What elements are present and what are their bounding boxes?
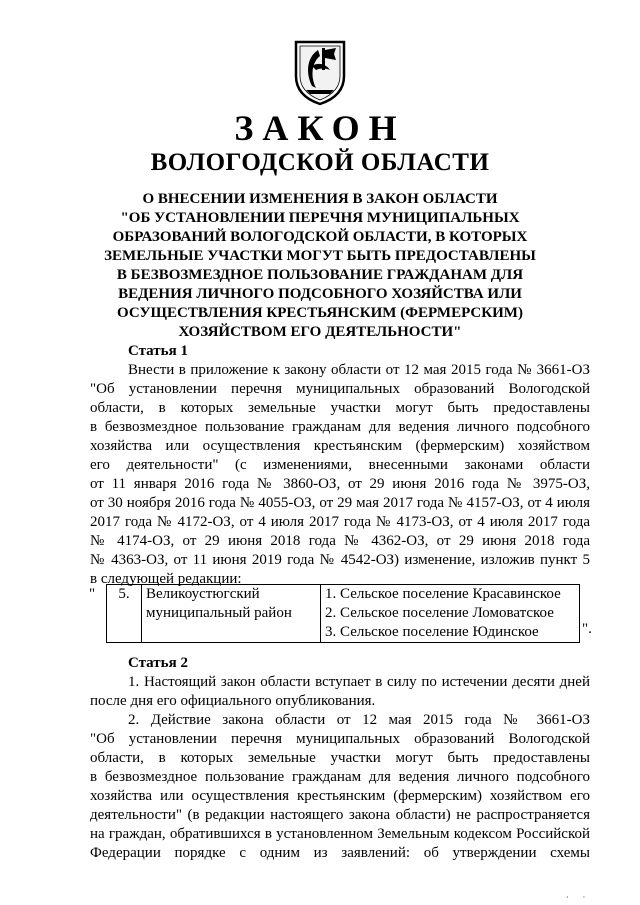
text-line: от 11 января 2016 года № 3860-ОЗ, от 29 июня 2016 года № 3975-ОЗ, xyxy=(90,476,590,492)
article-1-heading: Статья 1 xyxy=(128,343,188,359)
text-line: 2. Действие закона области от 12 мая 2015 года № 3661-ОЗ xyxy=(128,712,590,728)
law-title-line: ОБРАЗОВАНИЙ ВОЛОГОДСКОЙ ОБЛАСТИ, В КОТОРЫХ xyxy=(112,229,528,245)
text-line: после дня его официального опубликования. xyxy=(90,693,376,709)
text-line: в следующей редакции: xyxy=(90,571,242,587)
open-quote: " xyxy=(89,586,96,602)
settlements-table xyxy=(106,584,580,643)
table-row xyxy=(107,585,580,643)
text-line: его деятельности" (с изменениями, внесенными законами области xyxy=(90,457,590,473)
text-line: области, в которых земельные участки могут быть предоставлены xyxy=(90,750,590,766)
law-title-line: В БЕЗВОЗМЕЗДНОЕ ПОЛЬЗОВАНИЕ ГРАЖДАНАМ ДЛЯ xyxy=(116,267,524,283)
coat-of-arms-icon xyxy=(292,38,348,106)
text-line: 1. Настоящий закон области вступает в силу по истечении десяти дней xyxy=(128,674,590,690)
law-title-line: ЗЕМЕЛЬНЫЕ УЧАСТКИ МОГУТ БЫТЬ ПРЕДОСТАВЛЕНЫ xyxy=(104,248,536,264)
article-1-body xyxy=(90,361,590,589)
text-line: от 30 ноября 2016 года № 4055-ОЗ, от 29 мая 2017 года № 4157-ОЗ, от 4 июля xyxy=(90,495,590,511)
text-line: хозяйства или осуществления крестьянским (фермерским) хозяйством xyxy=(90,438,590,454)
item-number-cell: 5. xyxy=(107,585,142,643)
settlement-item: 3. Сельское поселение Юдинское xyxy=(325,624,539,640)
law-title-line: ХОЗЯЙСТВОМ ЕГО ДЕЯТЕЛЬНОСТИ" xyxy=(178,324,462,340)
law-title-line: "ОБ УСТАНОВЛЕНИИ ПЕРЕЧНЯ МУНИЦИПАЛЬНЫХ xyxy=(120,210,520,226)
settlements-cell xyxy=(321,585,580,643)
text-line: "Об установлении перечня муниципальных образований Вологодской xyxy=(90,731,590,747)
district-cell: Великоустюгский муниципальный район xyxy=(142,585,321,643)
close-quote: ". xyxy=(582,621,592,637)
law-title-line: ВЕДЕНИЯ ЛИЧНОГО ПОДСОБНОГО ХОЗЯЙСТВА ИЛИ xyxy=(118,286,522,302)
text-line: "Об установлении перечня муниципальных образований Вологодской xyxy=(90,381,590,397)
text-line: № 4174-ОЗ, от 29 июня 2018 года № 4362-ОЗ, от 29 июня 2018 года xyxy=(90,533,590,549)
text-line: Внести в приложение к закону области от 12 мая 2015 года № 3661-ОЗ xyxy=(128,362,590,378)
law-title-line: ОСУЩЕСТВЛЕНИЯ КРЕСТЬЯНСКИМ (ФЕРМЕРСКИМ) xyxy=(117,305,523,321)
article-2-heading: Статья 2 xyxy=(128,655,188,671)
text-line: на граждан, обратившихся в установленном Земельным кодексом Российской xyxy=(90,826,590,842)
text-line: в безвозмездное пользование гражданам для ведения личного подсобного xyxy=(90,769,590,785)
article-2-part-2 xyxy=(90,711,590,863)
text-line: № 4363-ОЗ, от 11 июня 2019 года № 4542-ОЗ) изменение, изложив пункт 5 xyxy=(90,552,590,568)
settlement-item: 1. Сельское поселение Красавинское xyxy=(325,586,561,602)
settlement-item: 2. Сельское поселение Ломоватское xyxy=(325,605,554,621)
text-line: деятельности" (в редакции настоящего закона области) не распространяется xyxy=(90,807,590,823)
page-marks: · · xyxy=(566,893,592,902)
document-title: ЗАКОН xyxy=(234,108,406,148)
law-title-line: О ВНЕСЕНИИ ИЗМЕНЕНИЯ В ЗАКОН ОБЛАСТИ xyxy=(142,191,498,207)
text-line: 2017 года № 4172-ОЗ, от 4 июля 2017 года № 4173-ОЗ, от 4 июля 2017 года xyxy=(90,514,590,530)
article-2-part-1 xyxy=(90,673,590,711)
text-line: Федерации порядке с одним из заявлений: об утверждении схемы xyxy=(90,845,590,861)
law-title xyxy=(80,190,560,342)
text-line: области, в которых земельные участки могут быть предоставлены xyxy=(90,400,590,416)
text-line: хозяйства или осуществления крестьянским (фермерским) хозяйством его xyxy=(90,788,590,804)
text-line: в безвозмездное пользование гражданам для ведения личного подсобного xyxy=(90,419,590,435)
region-title: ВОЛОГОДСКОЙ ОБЛАСТИ xyxy=(150,149,490,176)
